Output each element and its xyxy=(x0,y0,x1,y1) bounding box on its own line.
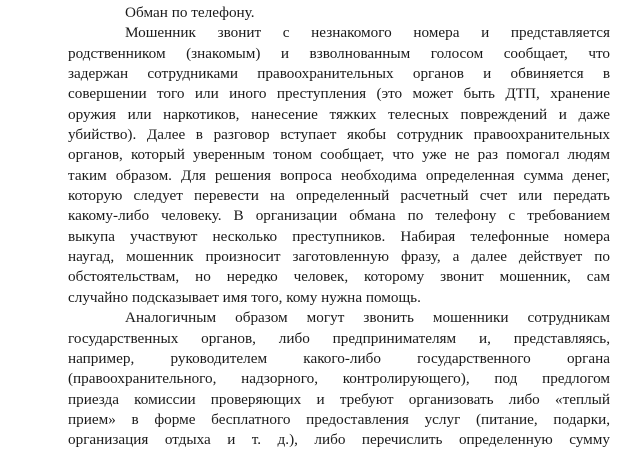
text-line: Мошенник звонит с незнакомого номера и представляется xyxy=(125,24,610,42)
text-line: убийство). Далее в разговор вступает якобы сотрудник правоохранительных xyxy=(68,126,610,144)
text-line: Аналогичным образом могут звонить мошенники сотрудникам xyxy=(125,309,610,327)
paragraph-phone-fraud xyxy=(68,23,610,308)
text-line: организация отдыха и т. д.), либо перечислить определенную сумму xyxy=(68,431,610,449)
text-line: задержан сотрудниками правоохранительных органов и обвиняется в xyxy=(68,65,610,83)
text-line: случайно подсказывает имя того, кому нужна помощь. xyxy=(68,288,421,306)
text-line: прием» в форме бесплатного предоставления услуг (питание, подарки, xyxy=(68,410,610,428)
text-line: (правоохранительного, надзорного, контролирующего), под предлогом xyxy=(68,370,610,388)
text-line: которую следует перевести на определенный расчетный счет или передать xyxy=(68,187,610,205)
text-line: обстоятельствам, но нередко человек, которому звонит мошенник, сам xyxy=(68,268,610,286)
text-line: приезда комиссии проверяющих и требуют организовать либо «теплый xyxy=(68,390,610,408)
text-line: органов, который уверенным тоном сообщает, что уже не раз помогал людям xyxy=(68,146,610,164)
text-line: таким образом. Для решения вопроса необходима определенная сумма денег, xyxy=(68,166,610,184)
text-line: например, руководителем какого-либо государственного органа xyxy=(68,349,610,367)
document-title: Обман по телефону. xyxy=(125,4,255,21)
text-line: оружия или наркотиков, нанесение тяжких телесных повреждений и даже xyxy=(68,105,610,123)
text-line: выкупа участвуют несколько преступников. Набирая телефонные номера xyxy=(68,227,610,245)
text-line: государственных органов, либо предпринимателям и, представляясь, xyxy=(68,329,610,347)
text-line: совершении того или иного преступления (это может быть ДТП, хранение xyxy=(68,85,610,103)
paragraph-officials-fraud xyxy=(68,308,610,450)
text-line: наугад, мошенник произносит заготовленную фразу, а далее действует по xyxy=(68,248,610,266)
text-line: какому-либо человеку. В организации обмана по телефону с требованием xyxy=(68,207,610,225)
document-body xyxy=(68,3,610,451)
text-line: родственником (знакомым) и взволнованным голосом сообщает, что xyxy=(68,44,610,62)
